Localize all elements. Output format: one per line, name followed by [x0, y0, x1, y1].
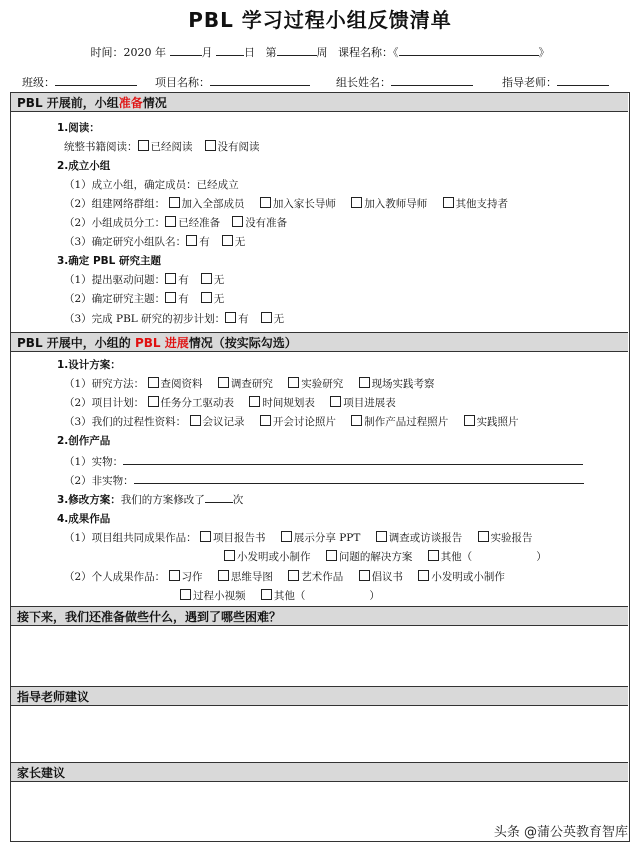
option-label: 时间规划表 [262, 397, 315, 409]
revise-heading: 3.修改方案： [57, 494, 121, 506]
sec1-red: 准备 [118, 96, 143, 110]
option-label: 其他支持者 [455, 198, 509, 210]
teacher-field [502, 74, 609, 90]
checkbox[interactable] [261, 312, 272, 323]
checkbox[interactable] [205, 140, 216, 151]
option-label: 加入全部成员 [181, 198, 245, 210]
checkbox[interactable] [138, 140, 149, 151]
team-name-label: （3）确定研究小组队名： [64, 236, 187, 248]
personal-work-label: （2）个人成果作品： [64, 571, 166, 583]
checkbox[interactable] [180, 589, 191, 600]
sec2-post: 情况（按实际勾选） [188, 336, 297, 350]
checkbox[interactable] [428, 550, 439, 561]
materials-label: （3）我们的过程性资料： [64, 416, 187, 428]
option-label: 小发明或小制作 [237, 551, 311, 563]
sec2-results-line-2 [64, 569, 505, 584]
checkbox[interactable] [148, 396, 159, 407]
checkbox[interactable] [201, 292, 212, 303]
option-label: 有 [199, 236, 210, 248]
page-title: PBL 学习过程小组反馈清单 [188, 8, 452, 32]
teacher-advice-textarea[interactable] [14, 710, 624, 758]
sec1-group-line-2 [64, 196, 508, 211]
other-label: 其他（ [440, 551, 473, 563]
option-label: 小发明或小制作 [431, 571, 505, 583]
leader-label: 组长姓名： [336, 76, 391, 89]
sec2-pre: PBL 开展中，小组的 [17, 336, 135, 350]
sec2-product-heading: 2.创作产品 [57, 435, 111, 447]
initial-plan-label: （3）完成 PBL 研究的初步计划： [64, 313, 226, 325]
sec2-results-line-1b [224, 549, 547, 564]
option-label: 制作产品过程照片 [364, 416, 449, 428]
checkbox[interactable] [190, 415, 201, 426]
checkbox[interactable] [288, 570, 299, 581]
checkbox[interactable] [261, 589, 272, 600]
leader-field [336, 74, 473, 90]
research-topic-label: （2）确定研究主题： [64, 293, 166, 305]
sec2-design-heading: 1.设计方案： [57, 359, 121, 371]
checkbox[interactable] [326, 550, 337, 561]
physical-label: （1）实物： [64, 456, 124, 468]
sec1-group-line-3 [64, 215, 287, 230]
option-label: 项目进展表 [343, 397, 396, 409]
checkbox[interactable] [232, 216, 243, 227]
checkbox[interactable] [222, 235, 233, 246]
sec1-post: 情况 [142, 96, 167, 110]
option-label: 无 [234, 236, 246, 248]
day-label: 日 [244, 46, 255, 59]
sec2-red: PBL 进展 [134, 336, 189, 350]
option-label: 查阅资料 [160, 378, 203, 390]
week-label: 周 [316, 46, 328, 59]
option-label: 没有准备 [245, 217, 288, 229]
checkbox[interactable] [200, 531, 211, 542]
revise-count-input[interactable] [205, 491, 233, 503]
option-label: 加入家长导师 [272, 198, 336, 210]
sec2-revise-line [57, 491, 243, 507]
sec1-topic-line-1 [64, 272, 224, 287]
checkbox[interactable] [359, 570, 370, 581]
option-label: 有 [238, 313, 249, 325]
time-label: 时间：2020 年 [90, 46, 166, 59]
course-input[interactable] [399, 44, 539, 56]
section-teacher-header: 指导老师建议 [11, 686, 628, 706]
class-label: 班级： [22, 76, 55, 89]
checkbox[interactable] [224, 550, 235, 561]
sec2-product-line-2 [64, 472, 584, 488]
section-before-header [11, 92, 628, 112]
project-field [155, 74, 310, 90]
option-label: 现场实践考察 [371, 378, 435, 390]
checkbox[interactable] [376, 531, 387, 542]
sec2-results-line-1 [64, 530, 533, 545]
sec2-results-line-2b [180, 588, 380, 603]
revise-text: 我们的方案修改了 [120, 494, 205, 506]
network-group-label: （2）组建网络群组： [64, 198, 166, 210]
course-label: 课程名称：《 [338, 46, 399, 59]
division-label: （2）小组成员分工： [64, 217, 166, 229]
section-parent-header: 家长建议 [11, 762, 628, 782]
project-input[interactable] [210, 74, 310, 86]
option-label: 过程小视频 [193, 590, 246, 602]
checkbox[interactable] [478, 531, 489, 542]
checkbox[interactable] [464, 415, 475, 426]
physical-input[interactable] [123, 453, 583, 465]
sec1-topic-line-2 [64, 291, 224, 306]
option-label: 有 [178, 274, 189, 286]
option-label: 无 [213, 293, 225, 305]
sec2-results-heading: 4.成果作品 [57, 513, 111, 525]
sec1-group-heading: 2.成立小组 [57, 160, 111, 172]
sec1-pre: PBL 开展前，小组 [17, 96, 119, 110]
day-input[interactable] [216, 44, 244, 56]
option-label: 已经准备 [178, 217, 221, 229]
class-input[interactable] [55, 74, 137, 86]
month-input[interactable] [170, 44, 202, 56]
option-label: 会议记录 [202, 416, 245, 428]
month-label: 月 [201, 46, 213, 59]
checkbox[interactable] [186, 235, 197, 246]
reading-label: 统整书籍阅读： [64, 141, 138, 153]
checkbox[interactable] [148, 377, 159, 388]
option-label: 项目报告书 [213, 532, 266, 544]
teacher-label: 指导老师： [502, 76, 557, 89]
class-field [22, 74, 137, 90]
option-label: 加入教师导师 [364, 198, 428, 210]
nonphysical-input[interactable] [134, 472, 584, 484]
sec1-reading-line [64, 139, 260, 154]
group-work-label: （1）项目组共同成果作品： [64, 532, 197, 544]
checkbox[interactable] [165, 292, 176, 303]
checkbox[interactable] [359, 377, 370, 388]
option-label: 无 [273, 313, 285, 325]
checkbox[interactable] [225, 312, 236, 323]
option-label: 问题的解决方案 [338, 551, 413, 563]
sec1-group-line-4 [64, 234, 245, 249]
option-label: 调查或访谈报告 [388, 532, 463, 544]
drive-question-label: （1）提出驱动问题： [64, 274, 166, 286]
checkbox[interactable] [218, 377, 229, 388]
other-label: 其他（ [273, 590, 306, 602]
week-input[interactable] [277, 44, 317, 56]
checkbox[interactable] [260, 415, 271, 426]
checkbox[interactable] [443, 197, 454, 208]
option-label: 习作 [181, 571, 203, 583]
option-label: 无 [213, 274, 225, 286]
checkbox[interactable] [165, 273, 176, 284]
section-during-header [11, 332, 628, 352]
revise-unit: 次 [232, 494, 244, 506]
checkbox[interactable] [249, 396, 260, 407]
option-label: 开会讨论照片 [272, 416, 336, 428]
option-label: 没有阅读 [217, 141, 260, 153]
checkbox[interactable] [165, 216, 176, 227]
week-prefix-label: 第 [265, 46, 277, 59]
checkbox[interactable] [169, 570, 180, 581]
nonphysical-label: （2）非实物： [64, 475, 134, 487]
checkbox[interactable] [169, 197, 180, 208]
sec1-group-line-1: （1）成立小组，确定成员：已经成立 [64, 179, 239, 191]
meta-row-1 [0, 44, 640, 60]
checkbox[interactable] [351, 415, 362, 426]
checkbox[interactable] [260, 197, 271, 208]
leader-input[interactable] [391, 74, 473, 86]
sec1-topic-heading: 3.确定 PBL 研究主题 [57, 255, 161, 267]
sec1-topic-line-3 [64, 311, 284, 326]
project-label: 项目名称： [155, 76, 210, 89]
option-label: 艺术作品 [301, 571, 344, 583]
sec2-design-line-2 [64, 395, 396, 410]
option-label: 已经阅读 [150, 141, 193, 153]
checkbox[interactable] [330, 396, 341, 407]
checkbox[interactable] [281, 531, 292, 542]
checkbox[interactable] [201, 273, 212, 284]
other-close: ） [536, 551, 547, 563]
checkbox[interactable] [418, 570, 429, 581]
method-label: （1）研究方法： [64, 378, 145, 390]
sec2-product-line-1 [64, 453, 583, 469]
checkbox[interactable] [288, 377, 299, 388]
option-label: 实践照片 [476, 416, 519, 428]
checkbox[interactable] [218, 570, 229, 581]
course-end-label: 》 [538, 46, 550, 59]
teacher-input[interactable] [557, 74, 609, 86]
plan-label: （2）项目计划： [64, 397, 145, 409]
checkbox[interactable] [351, 197, 362, 208]
next-steps-textarea[interactable] [14, 630, 624, 682]
sec2-design-line-1 [64, 376, 435, 391]
option-label: 实验研究 [301, 378, 344, 390]
sec2-design-line-3 [64, 414, 519, 429]
sec1-reading-heading: 1.阅读： [57, 122, 100, 134]
option-label: 倡议书 [371, 571, 404, 583]
other-close: ） [369, 590, 380, 602]
option-label: 思维导图 [230, 571, 273, 583]
option-label: 展示分享 PPT [293, 532, 361, 544]
option-label: 实验报告 [490, 532, 533, 544]
watermark: 头条 @蒲公英教育智库 [493, 825, 628, 840]
section-next-steps-header: 接下来，我们还准备做些什么，遇到了哪些困难？ [11, 606, 628, 626]
option-label: 调查研究 [230, 378, 273, 390]
option-label: 任务分工驱动表 [160, 397, 235, 409]
option-label: 有 [178, 293, 189, 305]
